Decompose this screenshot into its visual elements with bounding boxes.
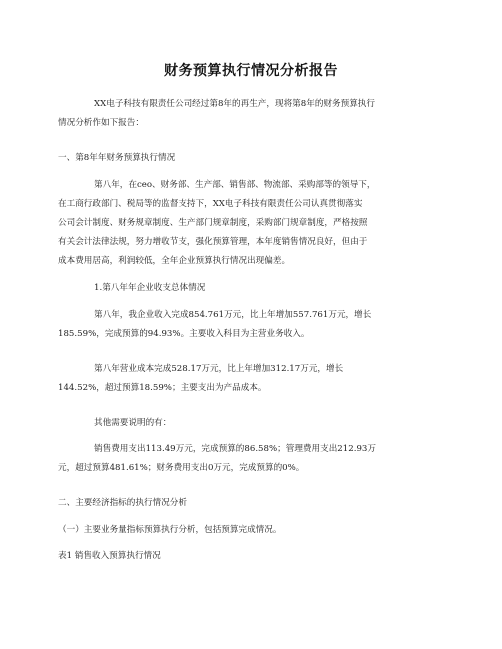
text-line: 公司会计制度、财务规章制度、生产部门规章制度，采购部门规章制度，严格按照 bbox=[58, 218, 368, 228]
text-line: 元，超过预算481.61%；财务费用支出0万元，完成预算的0%。 bbox=[58, 463, 305, 473]
text-line: 在工商行政部门、税局等的监督支持下，XX电子科技有限责任公司认真贯彻落实 bbox=[58, 199, 363, 209]
text-line: 第八年，我企业收入完成854.761万元，比上年增加557.761万元，增长 bbox=[94, 310, 372, 320]
paragraph-revenue bbox=[58, 306, 432, 344]
section-heading-2 bbox=[58, 494, 432, 513]
text-line: XX电子科技有限责任公司经过第8年的再生产，现将第8年的财务预算执行 bbox=[94, 99, 375, 109]
text-line: 1.第八年年企业收支总体情况 bbox=[94, 283, 206, 293]
subsection-heading-2 bbox=[58, 521, 432, 540]
text-line: 情况分析作如下报告： bbox=[58, 118, 144, 128]
section-heading-1 bbox=[58, 149, 432, 168]
text-line: 表1 销售收入预算执行情况 bbox=[58, 551, 161, 561]
text-line: 其他需要说明的有： bbox=[94, 418, 172, 428]
text-line: 二、主要经济指标的执行情况分析 bbox=[58, 498, 187, 508]
table-caption bbox=[58, 547, 432, 566]
paragraph-intro bbox=[58, 95, 432, 133]
paragraph-expenses bbox=[58, 440, 432, 478]
text-line: 销售费用支出113.49万元，完成预算的86.58%；管理费用支出212.93万 bbox=[94, 444, 376, 454]
paragraph-cost bbox=[58, 360, 432, 398]
text-line: 第八年营业成本完成528.17万元，比上年增加312.17万元，增长 bbox=[94, 364, 344, 374]
text-line: 一、第8年年财务预算执行情况 bbox=[58, 153, 176, 163]
text-line: （一）主要业务量指标预算执行分析，包括预算完成情况。 bbox=[58, 525, 282, 535]
text-line: 有关会计法律法规，努力增收节支，强化预算管理，本年度销售情况良好，但由于 bbox=[58, 237, 368, 247]
paragraph-other bbox=[76, 414, 432, 433]
text-line: 成本费用居高，利润较低，全年企业预算执行情况出现偏差。 bbox=[58, 256, 291, 266]
text-line: 185.59%，完成预算的94.93%。主要收入科目为主营业务收入。 bbox=[58, 329, 310, 339]
document-title: 财务预算执行情况分析报告 bbox=[164, 63, 338, 79]
paragraph-overview bbox=[58, 176, 432, 271]
text-line: 144.52%，超过预算18.59%；主要支出为产品成本。 bbox=[58, 383, 267, 393]
subsection-heading-1 bbox=[76, 279, 432, 298]
text-line: 第八年，在ceo、财务部、生产部、销售部、物流部、采购部等的领导下， bbox=[94, 180, 376, 190]
